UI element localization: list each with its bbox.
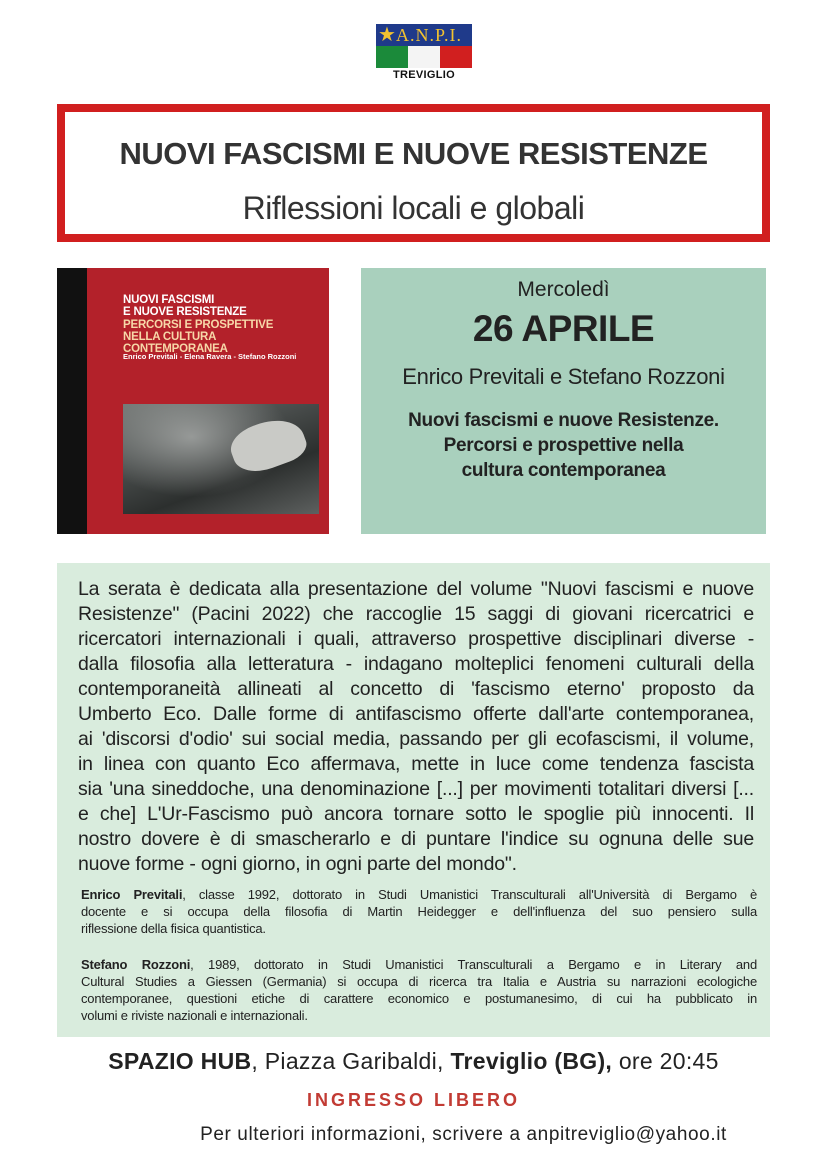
venue-place: SPAZIO HUB	[108, 1048, 252, 1074]
bio-line: Cultural Studies a Giessen (Germania) si occupa di ricerca tra Italia e Austria su narrazioni ecologiche	[81, 974, 757, 989]
event-talk-line: cultura contemporanea	[461, 460, 666, 481]
anpi-logo	[376, 24, 472, 84]
logo-red-band	[440, 46, 472, 68]
description-line: La serata è dedicata alla presentazione del volume "Nuovi fascismi e nuove	[78, 578, 754, 600]
book-cover	[57, 268, 329, 534]
book-cover-image	[123, 404, 319, 514]
bio-name: Enrico Previtali	[81, 887, 183, 902]
bio-text: , 1989, dottorato in Studi Umanistici Transculturali a Bergamo e in Literary and	[190, 957, 757, 972]
book-subtitle-line: PERCORSI E PROSPETTIVE	[123, 319, 274, 331]
description-line: contemporaneità allineati al concetto di 'fascismo eterno' proposto da	[78, 678, 754, 700]
venue-line	[0, 1048, 827, 1075]
bio-name: Stefano Rozzoni	[81, 957, 191, 972]
description-line: in linea con quanto Eco affermava, mette in luce come tendenza fascista	[78, 753, 754, 775]
description-line: dalla filosofia alla letteratura - indagano molteplici fenomeni culturali della	[78, 653, 754, 675]
book-subtitle-line: NELLA CULTURA CONTEMPORANEA	[123, 331, 228, 355]
venue-address: , Piazza Garibaldi,	[251, 1048, 451, 1074]
description-line: ai 'discorsi d'odio' sui social media, passando per gli ecofascismi, il volume,	[78, 728, 754, 750]
event-talk-line: Percorsi e prospettive nella	[443, 435, 684, 456]
description-line: nostro dovere è di smascherarlo e di puntare l'indice su ognuna delle sue	[78, 828, 754, 850]
description-line: sia 'una sineddoche, una denominazione [...] per movimenti totalitari diversi [...	[78, 778, 754, 800]
event-talk-line: Nuovi fascismi e nuove Resistenze.	[408, 410, 719, 431]
book-spine	[57, 268, 87, 534]
admission-label: INGRESSO LIBERO	[306, 1090, 521, 1110]
logo-letters: A.N.P.I.	[396, 25, 463, 45]
contact-info: Per ulteriori informazioni, scrivere a anpitreviglio@yahoo.it	[200, 1124, 727, 1145]
logo-white-band	[408, 46, 440, 68]
bio-line: volumi e riviste nazionali e internazionali.	[81, 1008, 308, 1023]
description-line: e che] L'Ur-Fascismo può ancora tornare sotto le spoglie più innocenti. Il	[78, 803, 754, 825]
bio-previtali	[81, 886, 757, 937]
book-subtitle	[123, 319, 323, 355]
description-line: Umberto Eco. Dalle forme di antifascismo offerte dall'arte contemporanea,	[78, 703, 754, 725]
bio-text: , classe 1992, dottorato in Studi Umanistici Transculturali all'Università di Bergamo è	[182, 887, 758, 902]
event-day: Mercoledì	[517, 278, 610, 301]
event-talk-title	[361, 408, 766, 483]
event-speakers: Enrico Previtali e Stefano Rozzoni	[402, 364, 725, 389]
title-box	[57, 104, 770, 242]
description-line: nuove forme - ogni giorno, in ogni parte del mondo".	[78, 853, 517, 875]
bio-line: contemporanee, questioni etiche di carattere economico e postumanesimo, di cui ha pubblicato in	[81, 991, 757, 1006]
bio-line	[81, 886, 757, 903]
bio-line: docente e si occupa della filosofia di Martin Heidegger e dell'influenza del suo pensiero sulla	[81, 904, 757, 919]
venue-city: Treviglio (BG),	[450, 1048, 613, 1074]
bio-line	[81, 956, 757, 973]
star-icon: ★	[378, 24, 396, 46]
book-title	[123, 294, 323, 318]
page-subtitle: Riflessioni locali e globali	[242, 190, 585, 226]
event-panel	[361, 268, 766, 534]
book-title-line: E NUOVE RESISTENZE	[123, 306, 247, 318]
description-panel	[57, 563, 770, 1037]
description-text	[78, 577, 754, 877]
book-title-line: NUOVI FASCISMI	[123, 294, 215, 306]
bio-rozzoni	[81, 956, 757, 1024]
bio-line: riflessione della fisica quantistica.	[81, 921, 266, 936]
venue-time: ore 20:45	[612, 1048, 719, 1074]
description-line: Resistenze" (Pacini 2022) che raccoglie 15 saggi di giovani ricercatrici e	[78, 603, 754, 625]
book-authors: Enrico Previtali - Elena Ravera - Stefano Rozzoni	[123, 352, 297, 361]
description-line: ricercatori internazionali i quali, attraverso prospettive disciplinari diverse -	[78, 628, 754, 650]
page-title: NUOVI FASCISMI E NUOVE RESISTENZE	[119, 136, 708, 171]
logo-green-band	[376, 46, 408, 68]
event-date: 26 APRILE	[472, 308, 655, 349]
logo-city: TREVIGLIO	[393, 69, 455, 81]
